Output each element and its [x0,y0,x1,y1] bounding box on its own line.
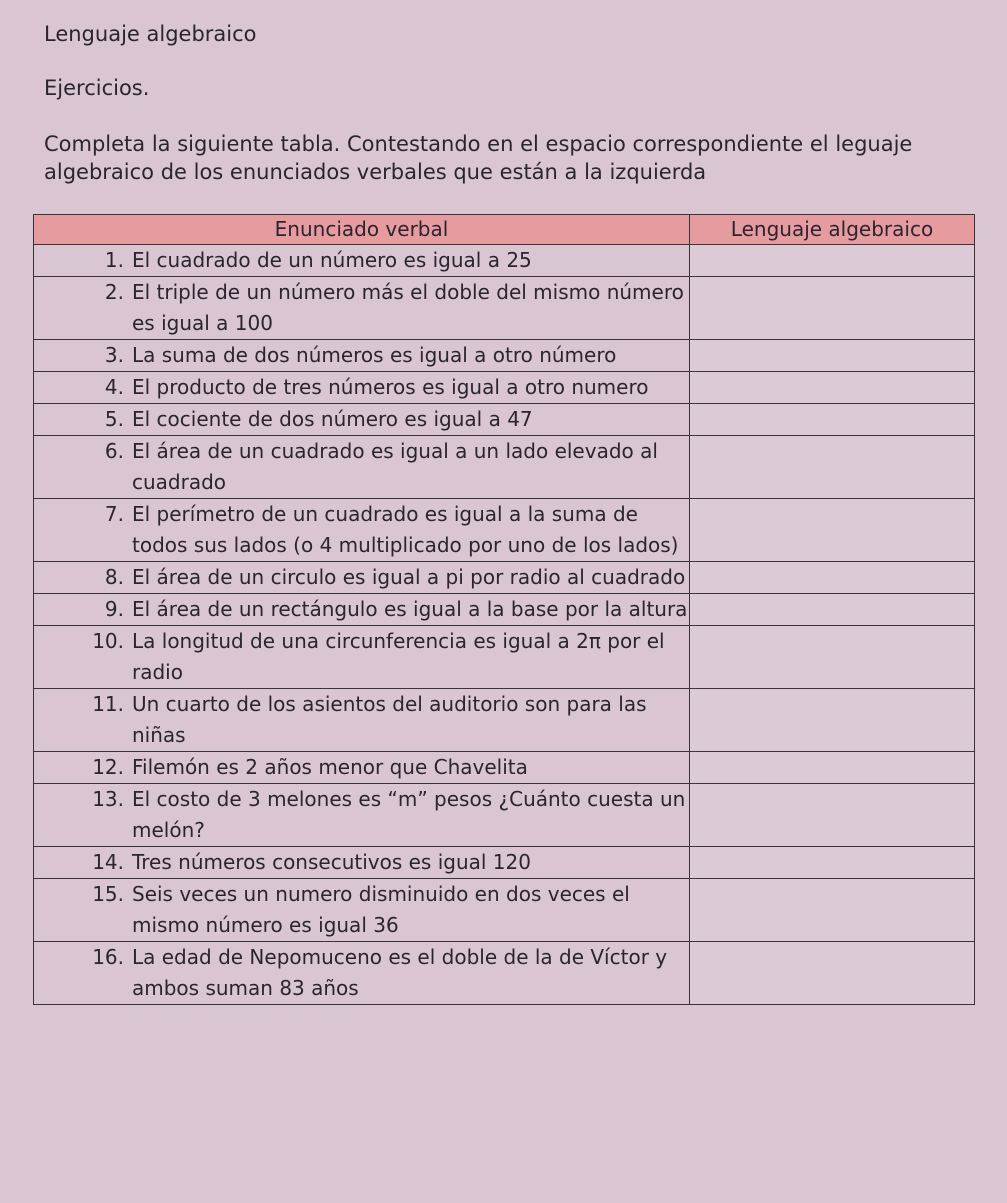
document-title: Lenguaje algebraico [44,22,257,46]
answer-cell[interactable] [690,847,975,879]
exercises-heading: Ejercicios. [44,76,150,100]
statement-number: 12. [92,755,124,779]
statement-cell [34,784,690,847]
statement-item [34,372,689,403]
table-row [34,847,975,879]
answer-cell[interactable] [690,626,975,689]
statement-item [34,562,689,593]
statement-number: 1. [104,248,124,272]
table-row [34,372,975,404]
header-algebraic-language: Lenguaje algebraico [690,215,975,245]
statement-text: La edad de Nepomuceno es el doble de la de Víctor y ambos suman 83 años [132,945,668,1000]
statement-text: El perímetro de un cuadrado es igual a la suma de todos sus lados (o 4 multiplicado por uno de los lados) [132,502,679,557]
answer-cell[interactable] [690,784,975,847]
table-row [34,436,975,499]
statement-cell [34,245,690,277]
table-row [34,942,975,1005]
statement-number: 3. [104,343,124,367]
answer-cell[interactable] [690,436,975,499]
statement-item [34,847,689,878]
statement-number: 13. [92,787,124,811]
statement-text: La longitud de una circunferencia es igual a 2π por el radio [132,629,665,684]
statement-number: 5. [104,407,124,431]
header-verbal-statement: Enunciado verbal [34,215,690,245]
statement-text: El triple de un número más el doble del mismo número es igual a 100 [132,280,684,335]
table-row [34,784,975,847]
statement-number: 14. [92,850,124,874]
table-row [34,340,975,372]
statement-cell [34,340,690,372]
statement-number: 6. [104,439,124,463]
statement-item [34,404,689,435]
exercises-table [33,214,975,1005]
answer-cell[interactable] [690,879,975,942]
statement-text: El área de un circulo es igual a pi por radio al cuadrado [132,565,686,589]
answer-cell[interactable] [690,562,975,594]
statement-number: 7. [104,502,124,526]
statement-cell [34,499,690,562]
statement-text: El producto de tres números es igual a otro numero [132,375,649,399]
statement-cell [34,277,690,340]
statement-item [34,626,689,688]
statement-item [34,784,689,846]
statement-text: Seis veces un numero disminuido en dos veces el mismo número es igual 36 [132,882,630,937]
statement-item [34,689,689,751]
statement-text: Filemón es 2 años menor que Chavelita [132,755,528,779]
answer-cell[interactable] [690,340,975,372]
statement-number: 4. [104,375,124,399]
statement-cell [34,942,690,1005]
statement-item [34,879,689,941]
answer-cell[interactable] [690,752,975,784]
table-row [34,404,975,436]
statement-cell [34,847,690,879]
statement-cell [34,594,690,626]
statement-text: Un cuarto de los asientos del auditorio son para las niñas [132,692,647,747]
statement-number: 15. [92,882,124,906]
statement-cell [34,626,690,689]
statement-number: 16. [92,945,124,969]
table-row [34,626,975,689]
statement-text: El área de un rectángulo es igual a la base por la altura [132,597,688,621]
statement-cell [34,404,690,436]
statement-item [34,752,689,783]
table-header-row [34,215,975,245]
table-row [34,879,975,942]
statement-item [34,594,689,625]
statement-item [34,277,689,339]
statement-cell [34,879,690,942]
answer-cell[interactable] [690,499,975,562]
answer-cell[interactable] [690,594,975,626]
instructions-text: Completa la siguiente tabla. Contestando en el espacio correspondiente el leguaje algebraico de los enunciados verbales que están a la izquierda [44,132,913,184]
statement-text: El costo de 3 melones es “m” pesos ¿Cuánto cuesta un melón? [132,787,686,842]
statement-number: 2. [104,280,124,304]
table-row [34,562,975,594]
statement-number: 9. [104,597,124,621]
statement-cell [34,562,690,594]
answer-cell[interactable] [690,689,975,752]
table-row [34,499,975,562]
table-row [34,689,975,752]
statement-text: El cociente de dos número es igual a 47 [132,407,533,431]
statement-cell [34,689,690,752]
statement-text: La suma de dos números es igual a otro número [132,343,617,367]
statement-number: 8. [104,565,124,589]
statement-item [34,245,689,276]
statement-cell [34,436,690,499]
statement-item [34,340,689,371]
statement-text: Tres números consecutivos es igual 120 [132,850,531,874]
statement-item [34,942,689,1004]
statement-number: 10. [92,629,124,653]
answer-cell[interactable] [690,277,975,340]
table-row [34,594,975,626]
statement-item [34,436,689,498]
table-row [34,245,975,277]
statement-cell [34,372,690,404]
answer-cell[interactable] [690,404,975,436]
statement-item [34,499,689,561]
answer-cell[interactable] [690,942,975,1005]
table-row [34,277,975,340]
statement-text: El cuadrado de un número es igual a 25 [132,248,532,272]
statement-number: 11. [92,692,124,716]
statement-text: El área de un cuadrado es igual a un lado elevado al cuadrado [132,439,658,494]
answer-cell[interactable] [690,245,975,277]
answer-cell[interactable] [690,372,975,404]
statement-cell [34,752,690,784]
table-row [34,752,975,784]
